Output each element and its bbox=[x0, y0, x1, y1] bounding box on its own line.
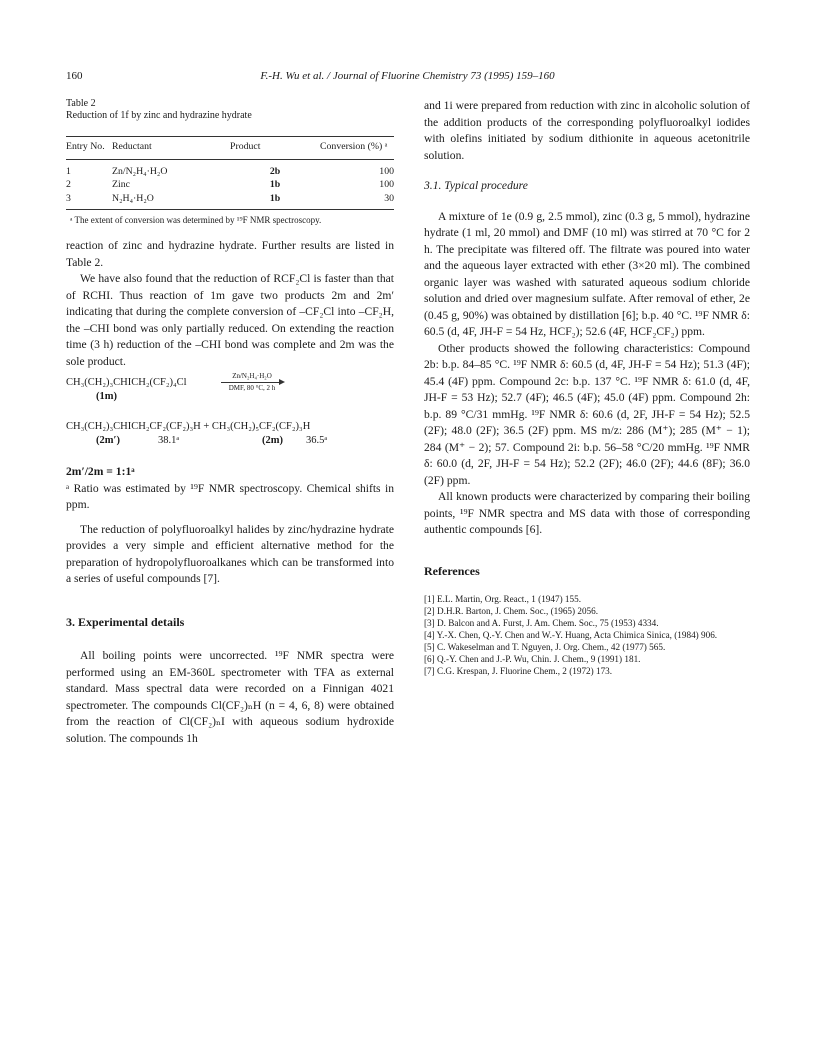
table-2-footnote: ᵃ The extent of conversion was determined by ¹⁹F NMR spectroscopy. bbox=[70, 215, 322, 225]
reference-item: [6] Q.-Y. Chen and J.-P. Wu, Chin. J. Chem., 9 (1991) 181. bbox=[424, 654, 641, 664]
cell-entry: 2 bbox=[66, 179, 71, 190]
reference-list bbox=[424, 593, 750, 677]
reagent-bottom: DMF, 80 °C, 2 h bbox=[228, 384, 276, 392]
table-2 bbox=[66, 136, 394, 210]
cell-conversion: 30 bbox=[384, 192, 394, 204]
col-entry-header: Entry No. bbox=[66, 141, 105, 152]
reference-item: [1] E.L. Martin, Org. React., 1 (1947) 155. bbox=[424, 594, 582, 604]
table-2-label: Table 2 bbox=[66, 98, 96, 109]
cell-product: 1b bbox=[269, 179, 281, 190]
cell-entry: 3 bbox=[66, 192, 71, 204]
table-row bbox=[66, 178, 394, 192]
reference-item: [5] C. Wakeselman and T. Nguyen, J. Org. Chem., 42 (1977) 565. bbox=[424, 642, 666, 652]
references-heading: References bbox=[424, 563, 480, 578]
scheme-reactant: CH₃(CH₂)₃CHICH₂(CF₂)₄Cl bbox=[66, 377, 187, 388]
reaction-scheme bbox=[66, 372, 394, 458]
cell-reductant: Zinc bbox=[112, 179, 130, 190]
table-row bbox=[66, 159, 394, 178]
scheme-product2-label: (2m) bbox=[262, 435, 283, 446]
right-column bbox=[424, 98, 750, 677]
paragraph: and 1i were prepared from reduction with zinc in alcoholic solution of the addition products of the corresponding polyfluoroalkyl iodides with olefins initiated by sodium dithionite in aqueous acetonitrile solution. bbox=[424, 99, 750, 162]
paragraph: A mixture of 1e (0.9 g, 2.5 mmol), zinc (0.3 g, 5 mmol), hydrazine hydrate (1 ml, 20 mmol) and DMF (10 ml) was stirred at 70 °C for 2 h. The precipitate was filtered off. The filtrate was poured into water and the aqueous layer extracted with ether (3×20 ml). The combined organic layer was washed with saturated aqueous sodium chloride solution and dried over magnesium sulfate. After removal of ether, 2e (0.45 g, 90%) was obtained by distillation [6]; b.p. 40 °C. ¹⁹F NMR δ: 60.5 (d, 4F, JH-F = 54 Hz, HCF₂); 52.6 (4F, HCF₂CF₂) ppm. bbox=[424, 209, 750, 338]
col-conversion-header: Conversion (%) ᵃ bbox=[320, 141, 388, 152]
cell-conversion: 100 bbox=[379, 165, 394, 177]
table-2-title-block bbox=[66, 98, 394, 122]
reference-item: [7] C.G. Krespan, J. Fluorine Chem., 2 (1972) 173. bbox=[424, 666, 613, 676]
scheme-product2-value: 36.5ᵃ bbox=[306, 435, 328, 446]
subsection-heading: 3.1. Typical procedure bbox=[424, 179, 528, 192]
cell-entry: 1 bbox=[66, 165, 71, 177]
cell-conversion: 100 bbox=[379, 179, 394, 190]
cell-product: 1b bbox=[269, 192, 281, 204]
running-title: F.-H. Wu et al. / Journal of Fluorine Chemistry 73 (1995) 159–160 bbox=[260, 70, 555, 82]
cell-product: 2b bbox=[269, 165, 281, 177]
paragraph: All known products were characterized by comparing their boiling points, ¹⁹F NMR spectra and MS data with those of corresponding authentic compounds [6]. bbox=[424, 490, 750, 536]
arrow-line bbox=[221, 382, 283, 383]
left-column bbox=[66, 98, 394, 747]
paragraph: reaction of zinc and hydrazine hydrate. Further results are listed in Table 2. bbox=[66, 239, 394, 269]
paragraph: Other products showed the following characteristics: Compound 2b: b.p. 84–85 °C. ¹⁹F NMR δ: 60.5 (d, 4F, JH-F = 54 Hz); 51.3 (4F); 45.4 (4F) ppm. Compound 2c: b.p. 137 °C. ¹⁹F NMR δ: 61.0 (d, 4F, JH-F = 53 Hz); 52.7 (4F); 46.5 (4F); 45.0 (4F) ppm. Compound 2h: b.p. 89 °C/31 mmHg. ¹⁹F NMR δ: 60.6 (d, 2F, JH-F = 54 Hz); 52.5 (2F); 48.0 (2F); 36.5 (2F) ppm. MS m/z: 286 (M⁺); 285 (M⁺ − 1); 284 (M⁺ − 2); 57. Compound 2i: b.p. 56–58 °C/20 mmHg. ¹⁹F NMR δ: 60.0 (d, 2F, JH-F = 54 Hz); 52.2 (2F); 46.0 (2F); 44.6 (8F); 36.0 (2F) ppm. bbox=[424, 341, 750, 487]
table-header-row bbox=[66, 137, 394, 160]
scheme-reactant-label: (1m) bbox=[96, 391, 117, 402]
reaction-arrow bbox=[221, 372, 283, 393]
reference-item: [4] Y.-X. Chen, Q.-Y. Chen and W.-Y. Huang, Acta Chimica Sinica, (1984) 906. bbox=[424, 630, 718, 640]
paragraph: We have also found that the reduction of RCF₂Cl is faster than that of RCHI. Thus reaction of 1m gave two products 2m and 2m′ indicating that during the complete conversion of –CF₂Cl into –CF₂H, the –CHI bond was only partially reduced. On extending the reaction time (3 h) reduction of the –CHI bond was complete and 2m was the sole product. bbox=[66, 272, 394, 368]
scheme-product1-label: (2m′) bbox=[96, 435, 120, 446]
paragraph: The reduction of polyfluoroalkyl halides by zinc/hydrazine hydrate provides a very simple and efficient alternative method for the preparation of hydropolyfluoroalkanes which can be transformed into a series of useful compounds [7]. bbox=[66, 522, 394, 585]
page-number: 160 bbox=[66, 70, 83, 82]
table-2-caption: Reduction of 1f by zinc and hydrazine hydrate bbox=[66, 110, 252, 121]
reference-item: [3] D. Balcon and A. Furst, J. Am. Chem. Soc., 75 (1953) 4334. bbox=[424, 618, 659, 628]
reference-item: [2] D.H.R. Barton, J. Chem. Soc., (1965) 2056. bbox=[424, 606, 599, 616]
table-row bbox=[66, 192, 394, 210]
cell-reductant: Zn/N₂H₄·H₂O bbox=[112, 165, 168, 177]
col-product-header: Product bbox=[230, 141, 261, 152]
ratio-note: ᵃ Ratio was estimated by ¹⁹F NMR spectroscopy. Chemical shifts in ppm. bbox=[66, 481, 394, 511]
scheme-product1-value: 38.1ᵃ bbox=[158, 435, 180, 446]
col-reductant-header: Reductant bbox=[112, 141, 152, 152]
reagent-top: Zn/N₂H₄·H₂O bbox=[232, 372, 272, 380]
cell-reductant: N₂H₄·H₂O bbox=[112, 192, 154, 204]
paragraph: All boiling points were uncorrected. ¹⁹F NMR spectra were performed using an EM-360L spectrometer with TFA as external standard. Mass spectral data were recorded on a Finnigan 4021 spectrometer. The compounds Cl(CF₂)ₙH (n = 4, 6, 8) were obtained from the reaction of Cl(CF₂)ₙI with aqueous sodium hydroxide solution. The compounds 1h bbox=[66, 649, 394, 745]
ratio-line: 2m′/2m = 1:1ᵃ bbox=[66, 465, 135, 478]
section-3-heading: 3. Experimental details bbox=[66, 614, 185, 629]
scheme-products: CH₃(CH₂)₃CHICH₂CF₂(CF₂)₃H + CH₃(CH₂)₅CF₂(CF₂)₃H bbox=[66, 421, 311, 432]
